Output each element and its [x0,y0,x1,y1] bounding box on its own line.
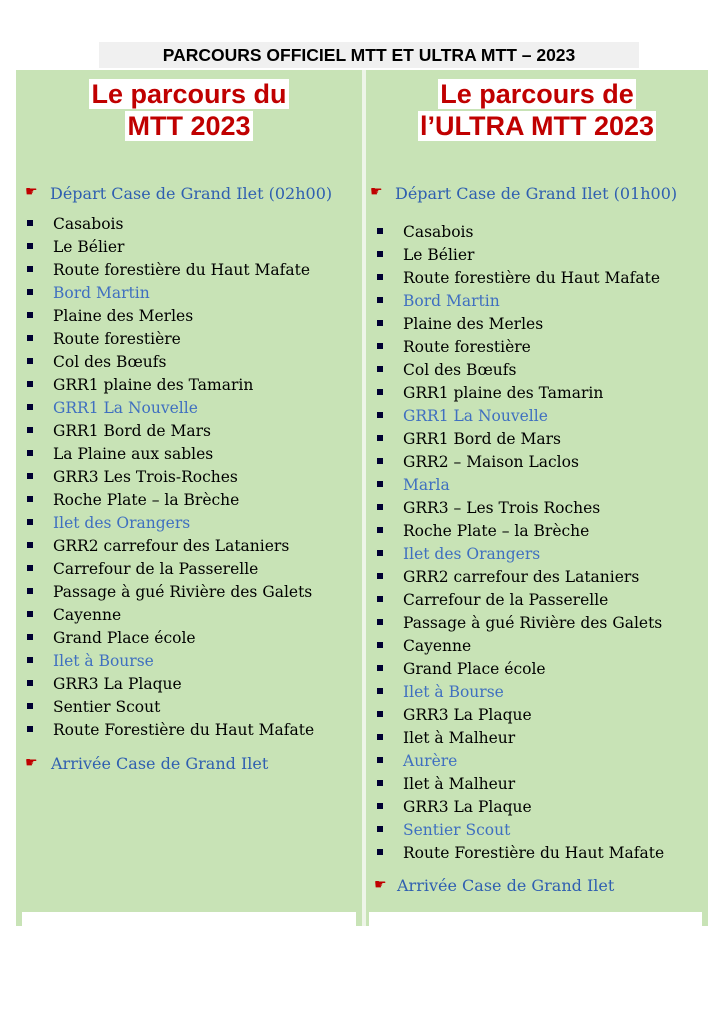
waypoint-label: Route forestière [53,330,181,348]
square-bullet-icon [377,550,383,556]
square-bullet-icon [27,289,33,295]
waypoint-label: GRR2 – Maison Laclos [403,453,579,471]
square-bullet-icon [27,404,33,410]
waypoint-label: GRR1 La Nouvelle [53,399,198,417]
ultra-heading-line2: l’ULTRA MTT 2023 [419,111,655,141]
square-bullet-icon [27,726,33,732]
square-bullet-icon [27,450,33,456]
pointing-hand-icon: ☛ [25,754,38,770]
square-bullet-icon [377,274,383,280]
square-bullet-icon [27,634,33,640]
square-bullet-icon [27,680,33,686]
square-bullet-icon [377,826,383,832]
waypoint-label: Ilet des Orangers [403,545,541,563]
square-bullet-icon [27,657,33,663]
square-bullet-icon [27,312,33,318]
square-bullet-icon [27,588,33,594]
square-bullet-icon [377,412,383,418]
square-bullet-icon [377,734,383,740]
waypoint-label: Route forestière du Haut Mafate [53,261,311,279]
waypoint-label: GRR1 Bord de Mars [53,422,211,440]
square-bullet-icon [377,596,383,602]
mtt-start: Départ Case de Grand Ilet (02h00) [50,184,333,203]
waypoint-label: Route forestière du Haut Mafate [403,269,661,287]
waypoint-label: Grand Place école [403,660,546,678]
square-bullet-icon [377,435,383,441]
waypoint-label: Route Forestière du Haut Mafate [53,721,315,739]
ultra-heading-line1: Le parcours de [440,79,634,109]
square-bullet-icon [377,780,383,786]
square-bullet-icon [377,619,383,625]
waypoint-label: Ilet à Bourse [403,683,504,701]
square-bullet-icon [27,243,33,249]
waypoint-label: Carrefour de la Passerelle [403,591,609,609]
waypoint-label: Marla [403,476,450,494]
waypoint-label: Route Forestière du Haut Mafate [403,844,665,862]
square-bullet-icon [377,527,383,533]
square-bullet-icon [27,381,33,387]
waypoint-label: GRR3 La Plaque [403,706,532,724]
square-bullet-icon [377,343,383,349]
waypoint-label: Aurère [403,752,458,770]
ultra-column [366,70,708,926]
waypoint-label: GRR1 plaine des Tamarin [53,376,254,394]
waypoint-label: Ilet à Malheur [403,775,516,793]
ultra-start: Départ Case de Grand Ilet (01h00) [395,184,678,203]
waypoint-label: Ilet des Orangers [53,514,191,532]
routes-panel [16,70,708,926]
square-bullet-icon [377,711,383,717]
square-bullet-icon [377,481,383,487]
waypoint-label: Sentier Scout [403,821,511,839]
waypoint-label: GRR3 La Plaque [403,798,532,816]
waypoint-label: Cayenne [53,606,122,624]
square-bullet-icon [27,565,33,571]
waypoint-label: Col des Bœufs [403,361,517,379]
square-bullet-icon [377,849,383,855]
square-bullet-icon [27,358,33,364]
waypoint-label: Le Bélier [53,238,125,256]
waypoint-label: Cayenne [403,637,472,655]
pointing-hand-icon: ☛ [25,183,38,199]
waypoint-label: GRR3 Les Trois-Roches [53,468,238,486]
square-bullet-icon [377,251,383,257]
ultra-finish: Arrivée Case de Grand Ilet [397,876,615,895]
square-bullet-icon [27,266,33,272]
waypoint-label: Route forestière [403,338,531,356]
waypoint-label: Plaine des Merles [53,307,194,325]
mtt-heading-line2: MTT 2023 [127,111,251,141]
mtt-finish: Arrivée Case de Grand Ilet [51,754,269,773]
square-bullet-icon [377,803,383,809]
waypoint-label: Casabois [403,223,474,241]
ultra-footer-box [369,912,702,926]
square-bullet-icon [27,519,33,525]
waypoint-label: Passage à gué Rivière des Galets [53,583,313,601]
pointing-hand-icon: ☛ [374,876,387,892]
square-bullet-icon [377,320,383,326]
square-bullet-icon [377,504,383,510]
square-bullet-icon [377,757,383,763]
square-bullet-icon [377,642,383,648]
waypoint-label: Ilet à Malheur [403,729,516,747]
waypoint-label: Le Bélier [403,246,475,264]
waypoint-label: Roche Plate – la Brèche [53,491,240,509]
waypoint-label: Plaine des Merles [403,315,544,333]
square-bullet-icon [27,473,33,479]
square-bullet-icon [377,366,383,372]
waypoint-label: GRR2 carrefour des Lataniers [403,568,640,586]
waypoint-label: Passage à gué Rivière des Galets [403,614,663,632]
mtt-footer-box [22,912,356,926]
ultra-heading [366,78,708,142]
waypoint-label: GRR2 carrefour des Lataniers [53,537,290,555]
waypoint-label: Bord Martin [53,284,150,302]
waypoint-label: GRR1 Bord de Mars [403,430,561,448]
waypoint-label: Grand Place école [53,629,196,647]
square-bullet-icon [27,220,33,226]
square-bullet-icon [27,427,33,433]
document-title: PARCOURS OFFICIEL MTT ET ULTRA MTT – 2023 [99,42,639,68]
pointing-hand-icon: ☛ [370,183,383,199]
square-bullet-icon [27,542,33,548]
square-bullet-icon [27,496,33,502]
waypoint-label: Casabois [53,215,124,233]
square-bullet-icon [27,335,33,341]
mtt-heading [16,78,362,142]
square-bullet-icon [377,665,383,671]
square-bullet-icon [377,228,383,234]
mtt-column [16,70,362,926]
waypoint-label: Carrefour de la Passerelle [53,560,259,578]
square-bullet-icon [377,458,383,464]
square-bullet-icon [377,573,383,579]
waypoint-label: Col des Bœufs [53,353,167,371]
square-bullet-icon [27,611,33,617]
waypoint-label: Ilet à Bourse [53,652,154,670]
waypoint-label: Sentier Scout [53,698,161,716]
waypoint-label: GRR3 La Plaque [53,675,182,693]
square-bullet-icon [377,389,383,395]
square-bullet-icon [377,297,383,303]
waypoint-label: Roche Plate – la Brèche [403,522,590,540]
waypoint-label: GRR1 plaine des Tamarin [403,384,604,402]
waypoint-label: Bord Martin [403,292,500,310]
waypoint-label: GRR1 La Nouvelle [403,407,548,425]
waypoint-label: La Plaine aux sables [53,445,214,463]
square-bullet-icon [27,703,33,709]
waypoint-label: GRR3 – Les Trois Roches [403,499,601,517]
square-bullet-icon [377,688,383,694]
mtt-heading-line1: Le parcours du [91,79,287,109]
